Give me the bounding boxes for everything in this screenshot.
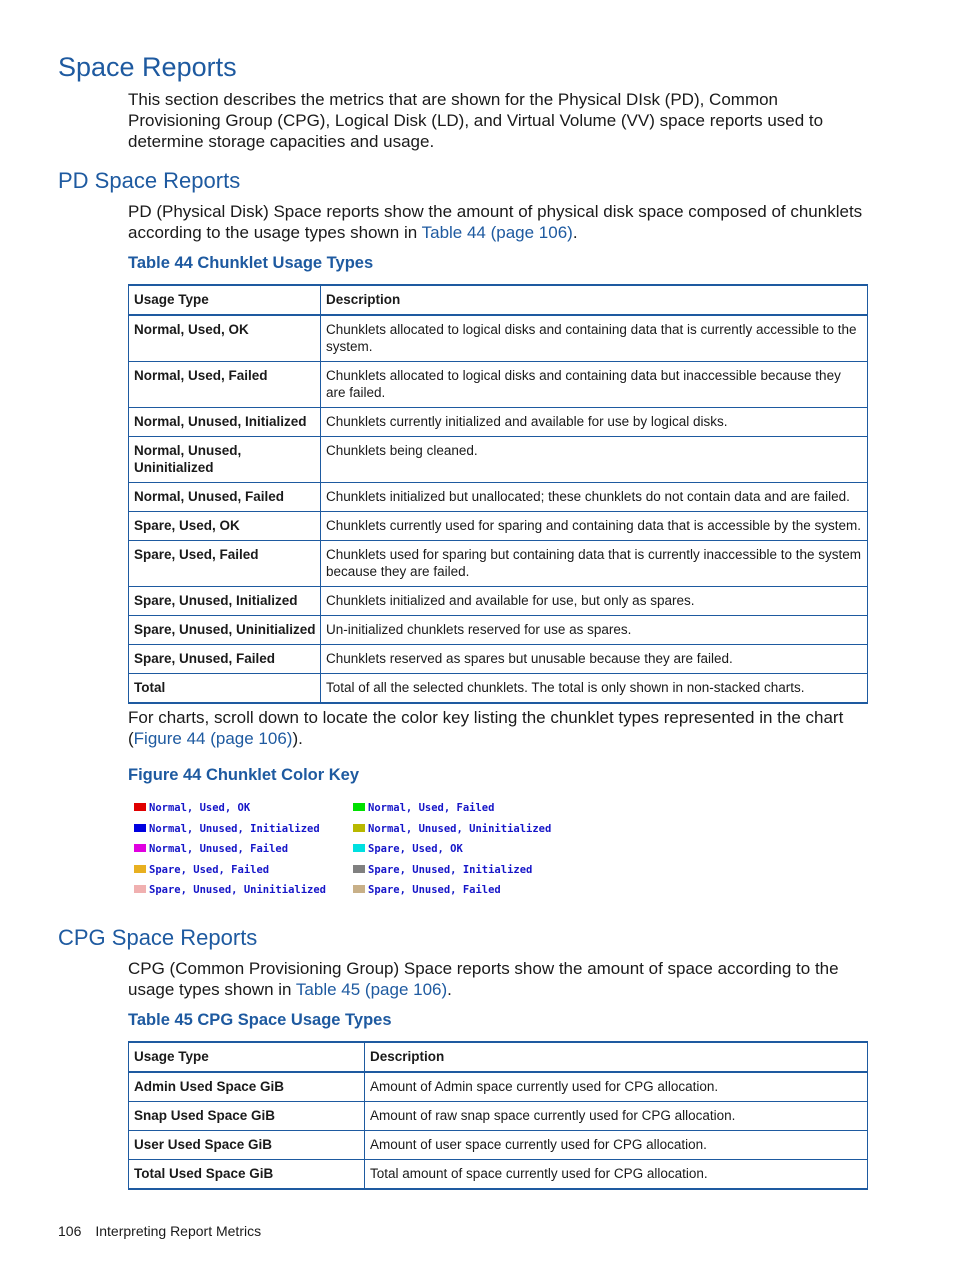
color-key-label: Normal, Used, Failed [368,802,495,814]
chunklet-usage-table [128,284,868,704]
usage-type-cell: Spare, Used, Failed [129,541,321,587]
color-key-label: Normal, Unused, Uninitialized [368,822,552,835]
description-cell: Chunklets allocated to logical disks and containing data that is currently accessible to the system. [321,315,868,362]
usage-type-cell: Admin Used Space GiB [129,1072,365,1102]
color-key-item [134,864,269,878]
section-title: Space Reports [58,52,237,82]
table-header-row [129,1042,868,1072]
color-key-label: Normal, Unused, Failed [149,843,289,855]
description-cell: Chunklets initialized and available for use, but only as spares. [321,587,868,616]
color-swatch [134,865,146,873]
usage-type-cell: Normal, Unused, Initialized [129,408,321,437]
pd-paragraph-end: . [572,223,578,242]
color-key-label: Spare, Used, Failed [149,863,270,876]
chapter-title: Interpreting Report Metrics [95,1223,262,1239]
color-swatch [353,885,365,893]
usage-type-cell: Normal, Unused, Failed [129,483,321,512]
page-footer [58,1223,261,1239]
table-row [129,315,868,362]
color-key-item [353,802,494,816]
color-swatch [134,844,146,852]
color-key-item [353,864,532,878]
column-header-description: Description [321,285,868,315]
pd-paragraph [128,201,873,243]
color-key-item [353,843,463,857]
description-cell: Amount of raw snap space currently used for CPG allocation. [365,1102,868,1131]
table-44-caption: Table 44 Chunklet Usage Types [128,254,374,272]
table-row [129,1160,868,1190]
usage-type-cell: Snap Used Space GiB [129,1102,365,1131]
description-cell: Chunklets allocated to logical disks and containing data but inaccessible because they are failed. [321,362,868,408]
table-row [129,437,868,483]
cpg-usage-table [128,1041,868,1190]
color-key-item [134,802,250,816]
table-row [129,616,868,645]
description-cell: Un-initialized chunklets reserved for use as spares. [321,616,868,645]
charts-paragraph [128,707,873,749]
section-intro: This section describes the metrics that are shown for the Physical DIsk (PD), Common Provisioning Group (CPG), Logical Disk (LD), and Virtual Volume (VV) space reports used to determine storage capacities and usage. [128,90,824,151]
table-45-caption: Table 45 CPG Space Usage Types [128,1011,392,1029]
table-row [129,512,868,541]
table-45-link[interactable]: Table 45 (page 106) [295,980,448,999]
usage-type-cell: Total Used Space GiB [129,1160,365,1190]
usage-type-cell: Spare, Unused, Failed [129,645,321,674]
cpg-section-title: CPG Space Reports [58,925,258,950]
charts-paragraph-text: For charts, scroll down to locate the color key listing the chunklet types represented in the chart ( [128,708,844,748]
usage-type-cell: Total [129,674,321,704]
description-cell: Chunklets currently initialized and available for use by logical disks. [321,408,868,437]
color-key-item [134,823,320,837]
description-cell: Amount of Admin space currently used for CPG allocation. [365,1072,868,1102]
column-header-usage-type: Usage Type [129,285,321,315]
table-row [129,1072,868,1102]
usage-type-cell: Spare, Unused, Uninitialized [129,616,321,645]
color-swatch [353,865,365,873]
cpg-paragraph-end: . [447,980,452,999]
cpg-paragraph [128,958,873,1000]
figure-44-caption: Figure 44 Chunklet Color Key [128,766,360,784]
table-44-link[interactable]: Table 44 (page 106) [421,223,573,242]
usage-type-cell: Normal, Used, Failed [129,362,321,408]
description-cell: Total of all the selected chunklets. The total is only shown in non-stacked charts. [321,674,868,704]
color-key-label: Normal, Used, OK [149,802,251,814]
color-swatch [353,803,365,811]
column-header-description: Description [365,1042,868,1072]
pd-section-title: PD Space Reports [58,168,241,193]
table-row [129,1102,868,1131]
figure-44-link[interactable]: Figure 44 (page 106) [133,729,293,748]
pd-paragraph-text: PD (Physical Disk) Space reports show the amount of physical disk space composed of chunklets according to the usage types shown in [128,202,863,242]
table-row [129,541,868,587]
table-header-row [129,285,868,315]
table-row [129,645,868,674]
color-swatch [134,824,146,832]
color-key-item [353,884,501,898]
description-cell: Chunklets used for sparing but containing data that is currently inaccessible to the system because they are failed. [321,541,868,587]
color-key-label: Spare, Unused, Failed [368,884,501,896]
table-row [129,674,868,704]
color-swatch [353,824,365,832]
charts-paragraph-end: ). [292,729,303,748]
usage-type-cell: Normal, Used, OK [129,315,321,362]
color-key-item [134,884,326,898]
color-swatch [134,885,146,893]
color-swatch [353,844,365,852]
usage-type-cell: Spare, Unused, Initialized [129,587,321,616]
description-cell: Chunklets currently used for sparing and containing data that is accessible by the system. [321,512,868,541]
table-row [129,1131,868,1160]
color-key-label: Spare, Unused, Uninitialized [149,884,327,896]
color-key-label: Spare, Unused, Initialized [368,863,533,876]
color-key-item [134,843,288,857]
description-cell: Amount of user space currently used for CPG allocation. [365,1131,868,1160]
table-row [129,408,868,437]
table-row [129,587,868,616]
color-swatch [134,803,146,811]
column-header-usage-type: Usage Type [129,1042,365,1072]
usage-type-cell: User Used Space GiB [129,1131,365,1160]
table-row [129,483,868,512]
usage-type-cell: Normal, Unused, Uninitialized [129,437,321,483]
page-number: 106 [58,1223,82,1239]
description-cell: Total amount of space currently used for CPG allocation. [365,1160,868,1190]
color-key-item [353,823,551,837]
cpg-paragraph-text: CPG (Common Provisioning Group) Space reports show the amount of space according to the usage types shown in [128,959,839,999]
description-cell: Chunklets reserved as spares but unusable because they are failed. [321,645,868,674]
description-cell: Chunklets being cleaned. [321,437,868,483]
usage-type-cell: Spare, Used, OK [129,512,321,541]
color-key-label: Normal, Unused, Initialized [149,822,320,835]
description-cell: Chunklets initialized but unallocated; these chunklets do not contain data and are failed. [321,483,868,512]
color-key-label: Spare, Used, OK [368,843,463,855]
table-row [129,362,868,408]
